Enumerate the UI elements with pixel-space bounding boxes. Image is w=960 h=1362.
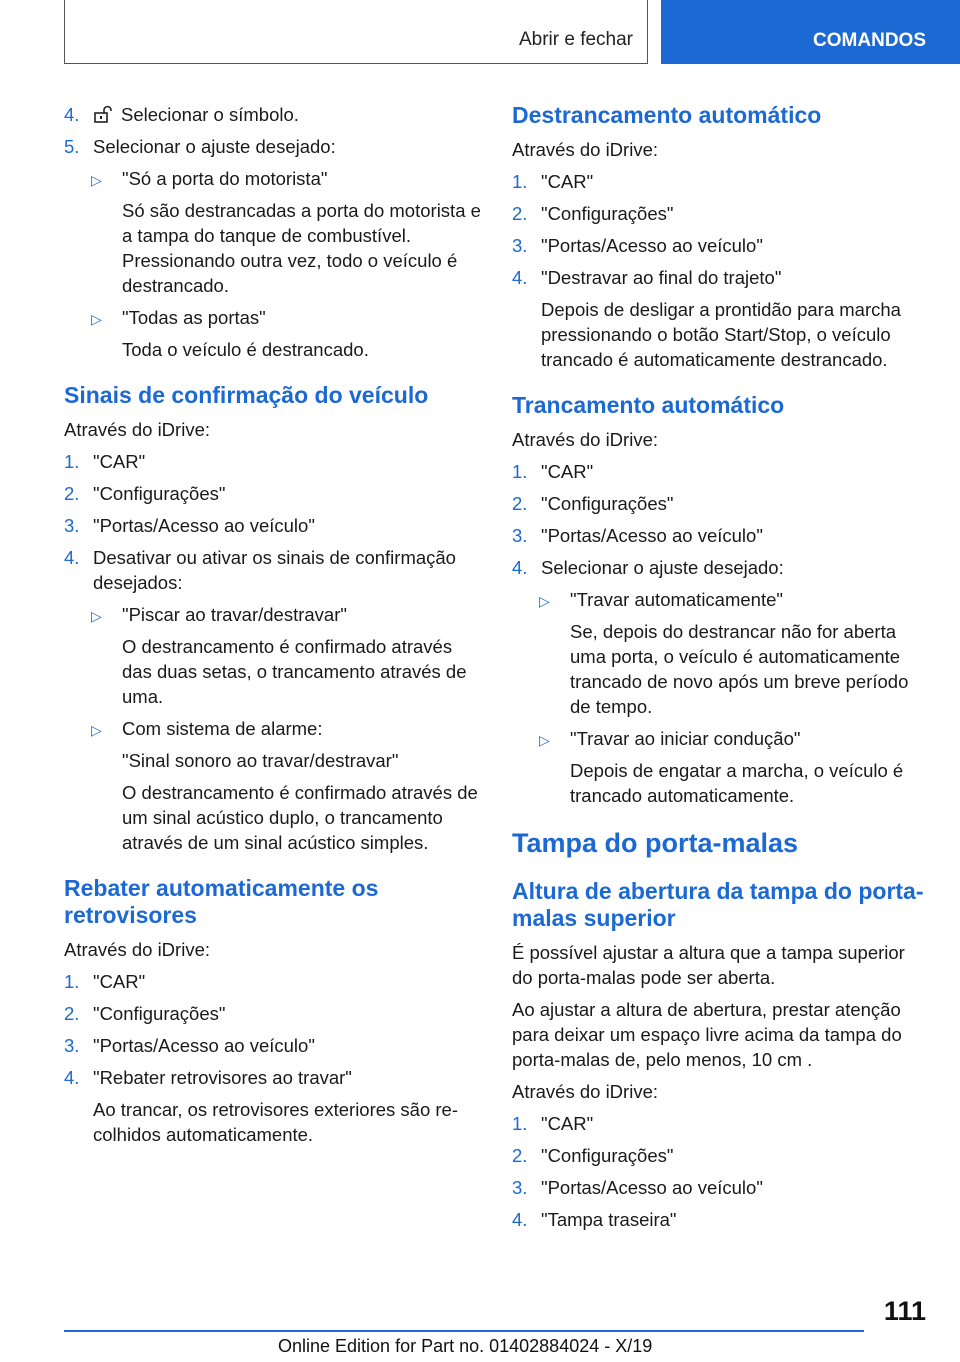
list-number: 1.	[64, 971, 80, 992]
list-item	[512, 1207, 927, 1232]
list-item	[512, 459, 927, 484]
list-text: "CAR"	[93, 971, 146, 992]
triangle-bullet-icon: ▷	[91, 722, 102, 738]
list-number: 1.	[64, 451, 80, 472]
list-number: 3.	[64, 515, 80, 536]
list-text: "Configurações"	[541, 493, 674, 514]
list-number: 4.	[64, 1067, 80, 1088]
paragraph: É possível ajustar a altura que a tampa superior do porta-malas pode ser aberta.	[512, 942, 905, 988]
sub-item-description: Só são destrancadas a porta do motorista e a tampa do tanque de combustível. Pressionando outra vez, todo o veículo é destrancado.	[122, 200, 481, 296]
unlock-icon	[93, 105, 113, 123]
list-number: 2.	[64, 483, 80, 504]
sub-item-description: Depois de engatar a marcha, o veículo é trancado automaticamente.	[570, 760, 904, 806]
list-number: 4.	[64, 104, 80, 125]
list-item	[64, 1065, 484, 1090]
list-number: 1.	[512, 171, 528, 192]
sub-item	[64, 305, 484, 330]
chapter-heading: Tampa do porta-malas	[512, 828, 799, 858]
list-text: "CAR"	[541, 171, 594, 192]
list-item	[512, 1175, 927, 1200]
list-item	[64, 102, 484, 127]
triangle-bullet-icon: ▷	[91, 172, 102, 188]
section-heading: Rebater automaticamente os retrovisores	[64, 875, 379, 928]
list-text: Selecionar o símbolo.	[121, 104, 299, 125]
list-text: "CAR"	[541, 461, 594, 482]
section-intro: Através do iDrive:	[512, 1081, 658, 1102]
sub-item-description: O destrancamento é confirmado através das duas setas, o trancamento através de uma.	[122, 636, 467, 707]
section-intro: Através do iDrive:	[512, 429, 658, 450]
list-item	[64, 969, 484, 994]
list-item-description: Depois de desligar a prontidão para marcha pressionando o botão Start/Stop, o veículo trancado é automaticamente destrancado.	[541, 299, 901, 370]
sub-item-description: O destrancamento é confirmado através de um sinal acústico duplo, o trancamento através de um sinal acústico simples.	[122, 782, 478, 853]
list-number: 5.	[64, 136, 80, 157]
triangle-bullet-icon: ▷	[539, 732, 550, 748]
triangle-bullet-icon: ▷	[91, 608, 102, 624]
list-item	[64, 1033, 484, 1058]
sub-item	[512, 587, 927, 612]
list-item	[64, 449, 484, 474]
list-item	[64, 481, 484, 506]
section-intro: Através do iDrive:	[64, 939, 210, 960]
section-heading: Trancamento automático	[512, 392, 785, 418]
paragraph: Ao ajustar a altura de abertura, prestar atenção para deixar um espaço livre acima da tampa do porta-malas de, pelo menos, 10 cm .	[512, 999, 902, 1070]
list-item	[64, 134, 484, 159]
list-number: 1.	[512, 461, 528, 482]
footer-edition: Online Edition for Part no. 01402884024 - X/19	[278, 1336, 653, 1356]
list-item	[512, 1111, 927, 1136]
list-text: "Portas/Acesso ao veículo"	[93, 515, 315, 536]
list-item	[512, 265, 927, 290]
list-item	[64, 513, 484, 538]
list-item-description: Ao trancar, os retrovisores exteriores são re-colhidos automaticamente.	[93, 1099, 459, 1145]
sub-item-label: Com sistema de alarme:	[122, 718, 323, 739]
list-number: 4.	[512, 1209, 528, 1230]
list-text: "Portas/Acesso ao veículo"	[541, 235, 763, 256]
list-item	[64, 1001, 484, 1026]
list-item	[512, 523, 927, 548]
sub-item	[64, 602, 484, 627]
list-text: Selecionar o ajuste desejado:	[541, 557, 784, 578]
right-column	[512, 102, 927, 1239]
list-number: 4.	[512, 557, 528, 578]
list-number: 3.	[512, 525, 528, 546]
list-text: Selecionar o ajuste desejado:	[93, 136, 336, 157]
triangle-bullet-icon: ▷	[539, 593, 550, 609]
section-heading: Sinais de confirmação do veículo	[64, 382, 429, 408]
list-text: "Configurações"	[541, 203, 674, 224]
sub-item-description: "Sinal sonoro ao travar/destravar"	[122, 750, 399, 771]
list-text: "Tampa traseira"	[541, 1209, 677, 1230]
list-text: "Rebater retrovisores ao travar"	[93, 1067, 352, 1088]
list-number: 2.	[512, 1145, 528, 1166]
section-intro: Através do iDrive:	[64, 419, 210, 440]
section-heading: Altura de abertura da tampa do porta-malas superior	[512, 878, 924, 931]
list-item	[64, 545, 484, 595]
list-item	[512, 169, 927, 194]
sub-item-description: Se, depois do destrancar não for aberta uma porta, o veículo é automaticamente trancado de novo após um breve período de tempo.	[570, 621, 909, 717]
list-number: 2.	[512, 493, 528, 514]
list-number: 3.	[512, 1177, 528, 1198]
footer-divider	[64, 1330, 864, 1332]
list-item	[512, 555, 927, 580]
list-text: Desativar ou ativar os sinais de confirmação desejados:	[93, 547, 456, 593]
header-chapter-tab	[661, 0, 960, 64]
list-number: 3.	[64, 1035, 80, 1056]
triangle-bullet-icon: ▷	[91, 311, 102, 327]
list-number: 2.	[512, 203, 528, 224]
list-item	[512, 201, 927, 226]
list-number: 4.	[512, 267, 528, 288]
section-intro: Através do iDrive:	[512, 139, 658, 160]
list-text: "Portas/Acesso ao veículo"	[541, 525, 763, 546]
list-number: 2.	[64, 1003, 80, 1024]
sub-item-label: "Piscar ao travar/destravar"	[122, 604, 347, 625]
list-item	[512, 233, 927, 258]
sub-item-label: "Só a porta do motorista"	[122, 168, 328, 189]
list-item	[512, 491, 927, 516]
list-text: "CAR"	[93, 451, 146, 472]
sub-item-label: "Travar automaticamente"	[570, 589, 783, 610]
list-text: "Destravar ao final do trajeto"	[541, 267, 782, 288]
list-number: 4.	[64, 547, 80, 568]
list-text: "Configurações"	[541, 1145, 674, 1166]
list-text: "Portas/Acesso ao veículo"	[541, 1177, 763, 1198]
left-column	[64, 102, 484, 1154]
sub-item	[64, 716, 484, 741]
section-heading: Destrancamento automático	[512, 102, 822, 128]
header-section-title: Abrir e fechar	[518, 29, 633, 50]
page-number: 111	[883, 1296, 926, 1326]
list-number: 3.	[512, 235, 528, 256]
sub-item-label: "Travar ao iniciar condução"	[570, 728, 801, 749]
sub-item	[64, 166, 484, 191]
list-text: "Portas/Acesso ao veículo"	[93, 1035, 315, 1056]
sub-item-description: Toda o veículo é destrancado.	[122, 339, 369, 360]
header-section-tab	[64, 0, 648, 64]
list-number: 1.	[512, 1113, 528, 1134]
list-text: "CAR"	[541, 1113, 594, 1134]
sub-item	[512, 726, 927, 751]
list-text: "Configurações"	[93, 483, 226, 504]
list-item	[512, 1143, 927, 1168]
sub-item-label: "Todas as portas"	[122, 307, 266, 328]
list-text: "Configurações"	[93, 1003, 226, 1024]
header-chapter-title: COMANDOS	[813, 30, 926, 51]
